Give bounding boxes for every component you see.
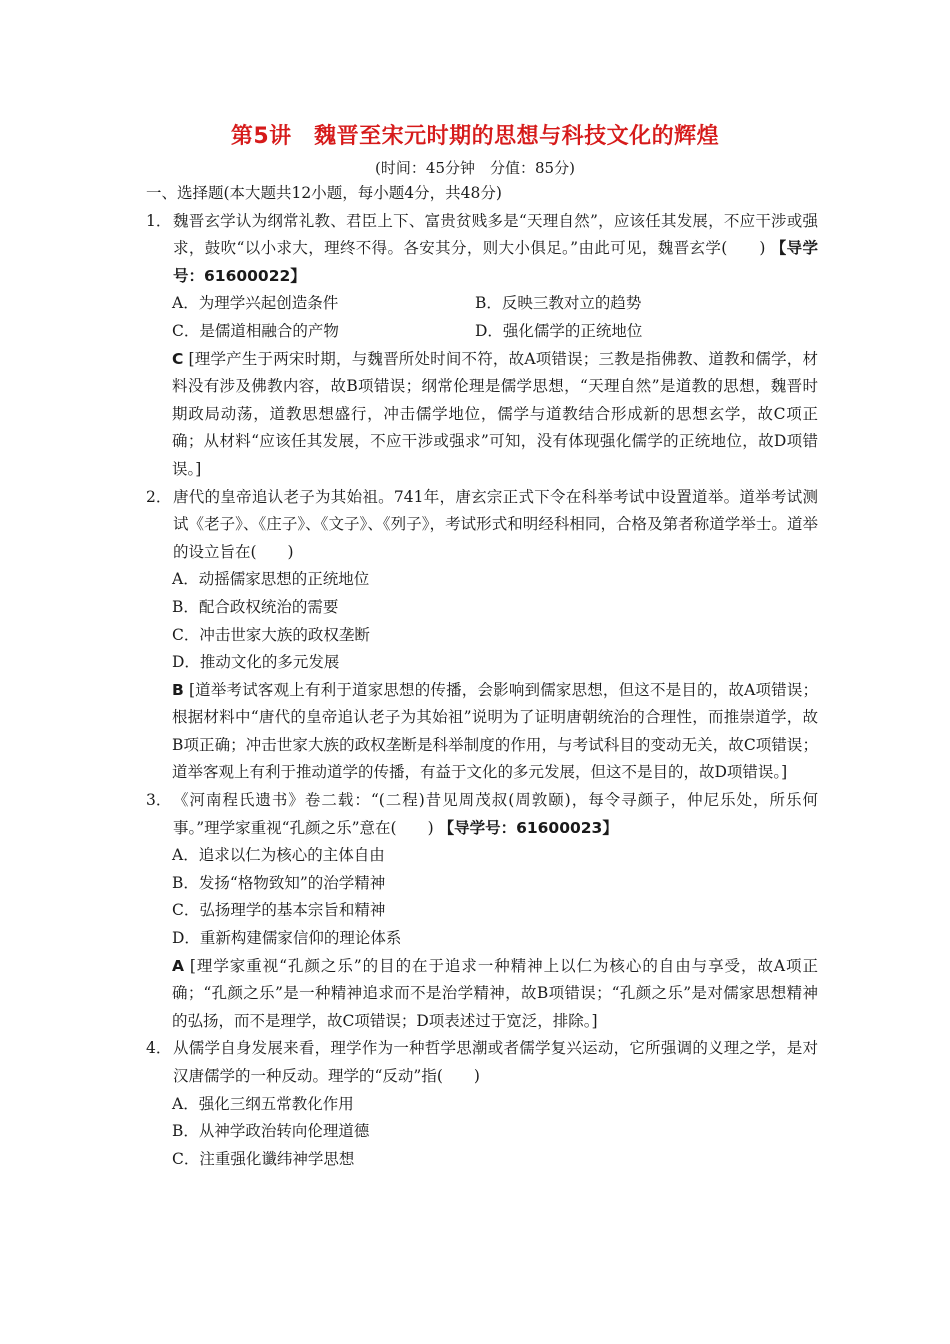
option-c: C．冲击世家大族的政权垄断 bbox=[172, 625, 370, 644]
time-score-info: (时间：45分钟 分值：85分) bbox=[375, 159, 575, 177]
options bbox=[146, 1091, 818, 1174]
option-a: A．强化三纲五常教化作用 bbox=[172, 1094, 354, 1113]
question-stem: 从儒学自身发展来看，理学作为一种哲学思潮或者儒学复兴运动，它所强调的义理之学，是对汉唐儒学的一种反动。理学的“反动”指( ) bbox=[173, 1039, 818, 1085]
option-d: D．推动文化的多元发展 bbox=[172, 653, 340, 672]
guide-number: 【导学号：61600023】 bbox=[438, 818, 618, 837]
option-a: A．为理学兴起创造条件 bbox=[172, 294, 339, 313]
answer-letter: B bbox=[172, 680, 184, 699]
option-b: B．反映三教对立的趋势 bbox=[475, 294, 642, 313]
section-heading: 一、选择题(本大题共12小题，每小题4分，共48分) bbox=[146, 184, 502, 202]
option-b: B．发扬“格物致知”的治学精神 bbox=[172, 873, 386, 892]
options bbox=[146, 842, 818, 952]
question-1 bbox=[146, 208, 818, 484]
page-title: 第5讲 魏晋至宋元时期的思想与科技文化的辉煌 bbox=[230, 124, 720, 149]
content-body bbox=[146, 180, 818, 1173]
option-d: D．重新构建儒家信仰的理论体系 bbox=[172, 929, 402, 948]
question-stem: 唐代的皇帝追认老子为其始祖。741年，唐玄宗正式下令在科举考试中设置道举。道举考试测试《老子》、《庄子》、《文子》、《列子》，考试形式和明经科相同，合格及第者称道学举士。道举的设立旨在( ) bbox=[173, 487, 818, 561]
options bbox=[146, 566, 818, 676]
option-b: B．配合政权统治的需要 bbox=[172, 597, 339, 616]
answer-analysis: B [道举考试客观上有利于道家思想的传播，会影响到儒家思想，但这不是目的，故A项错误；根据材料中“唐代的皇帝追认老子为其始祖”说明为了证明唐朝统治的合理性，而推崇道学，故B项正确；冲击世家大族的政权垄断是科举制度的作用，与考试科目的变动无关，故C项错误；道举客观上有利于推动道学的传播，有益于文化的多元发展，但这不是目的，故D项错误。] bbox=[172, 680, 818, 782]
answer-analysis: C [理学产生于两宋时期，与魏晋所处时间不符，故A项错误；三教是指佛教、道教和儒学，材料没有涉及佛教内容，故B项错误；纲常伦理是儒学思想，“天理自然”是道教的思想，魏晋时期政局动荡，道教思想盛行，冲击儒学地位，儒学与道教结合形成新的思想玄学，故C项正确；从材料“应该任其发展，不应干涉或强求”可知，没有体现强化儒学的正统地位，故D项错误。] bbox=[172, 349, 818, 478]
option-d: D．强化儒学的正统地位 bbox=[475, 321, 643, 340]
question-4 bbox=[146, 1035, 818, 1173]
question-stem: 《河南程氏遗书》卷二载：“(二程)昔见周茂叔(周敦颐)，每令寻颜子，仲尼乐处，所乐何事。”理学家重视“孔颜之乐”意在( ) 【导学号：61600023】 bbox=[173, 791, 818, 837]
answer-analysis: A [理学家重视“孔颜之乐”的目的在于追求一种精神上以仁为核心的自由与享受，故A项正确；“孔颜之乐”是一种精神追求而不是治学精神，故B项错误；“孔颜之乐”是对儒家思想精神的弘扬，而不是理学，故C项错误；D项表述过于宽泛，排除。] bbox=[172, 956, 819, 1030]
question-number: 3． bbox=[146, 791, 172, 810]
answer-letter: C bbox=[172, 349, 184, 368]
guide-number: 【导学号：61600022】 bbox=[173, 239, 818, 285]
question-3 bbox=[146, 787, 818, 1035]
option-c: C．注重强化谶纬神学思想 bbox=[172, 1149, 355, 1168]
question-stem: 魏晋玄学认为纲常礼教、君臣上下、富贵贫贱多是“天理自然”，应该任其发展，不应干涉或强求，鼓吹“以小求大，理终不得。各安其分，则大小俱足。”由此可见，魏晋玄学( ) 【导学号：61600022】 bbox=[173, 211, 818, 285]
answer-letter: A bbox=[172, 956, 184, 975]
question-number: 1． bbox=[146, 211, 172, 230]
option-a: A．动摇儒家思想的正统地位 bbox=[172, 570, 370, 589]
option-c: C．弘扬理学的基本宗旨和精神 bbox=[172, 901, 386, 920]
option-a: A．追求以仁为核心的主体自由 bbox=[172, 846, 385, 865]
options bbox=[146, 290, 818, 345]
option-c: C．是儒道相融合的产物 bbox=[172, 321, 339, 340]
question-2 bbox=[146, 484, 818, 788]
question-number: 2． bbox=[146, 487, 172, 506]
option-b: B．从神学政治转向伦理道德 bbox=[172, 1122, 370, 1141]
question-number: 4． bbox=[146, 1039, 172, 1058]
